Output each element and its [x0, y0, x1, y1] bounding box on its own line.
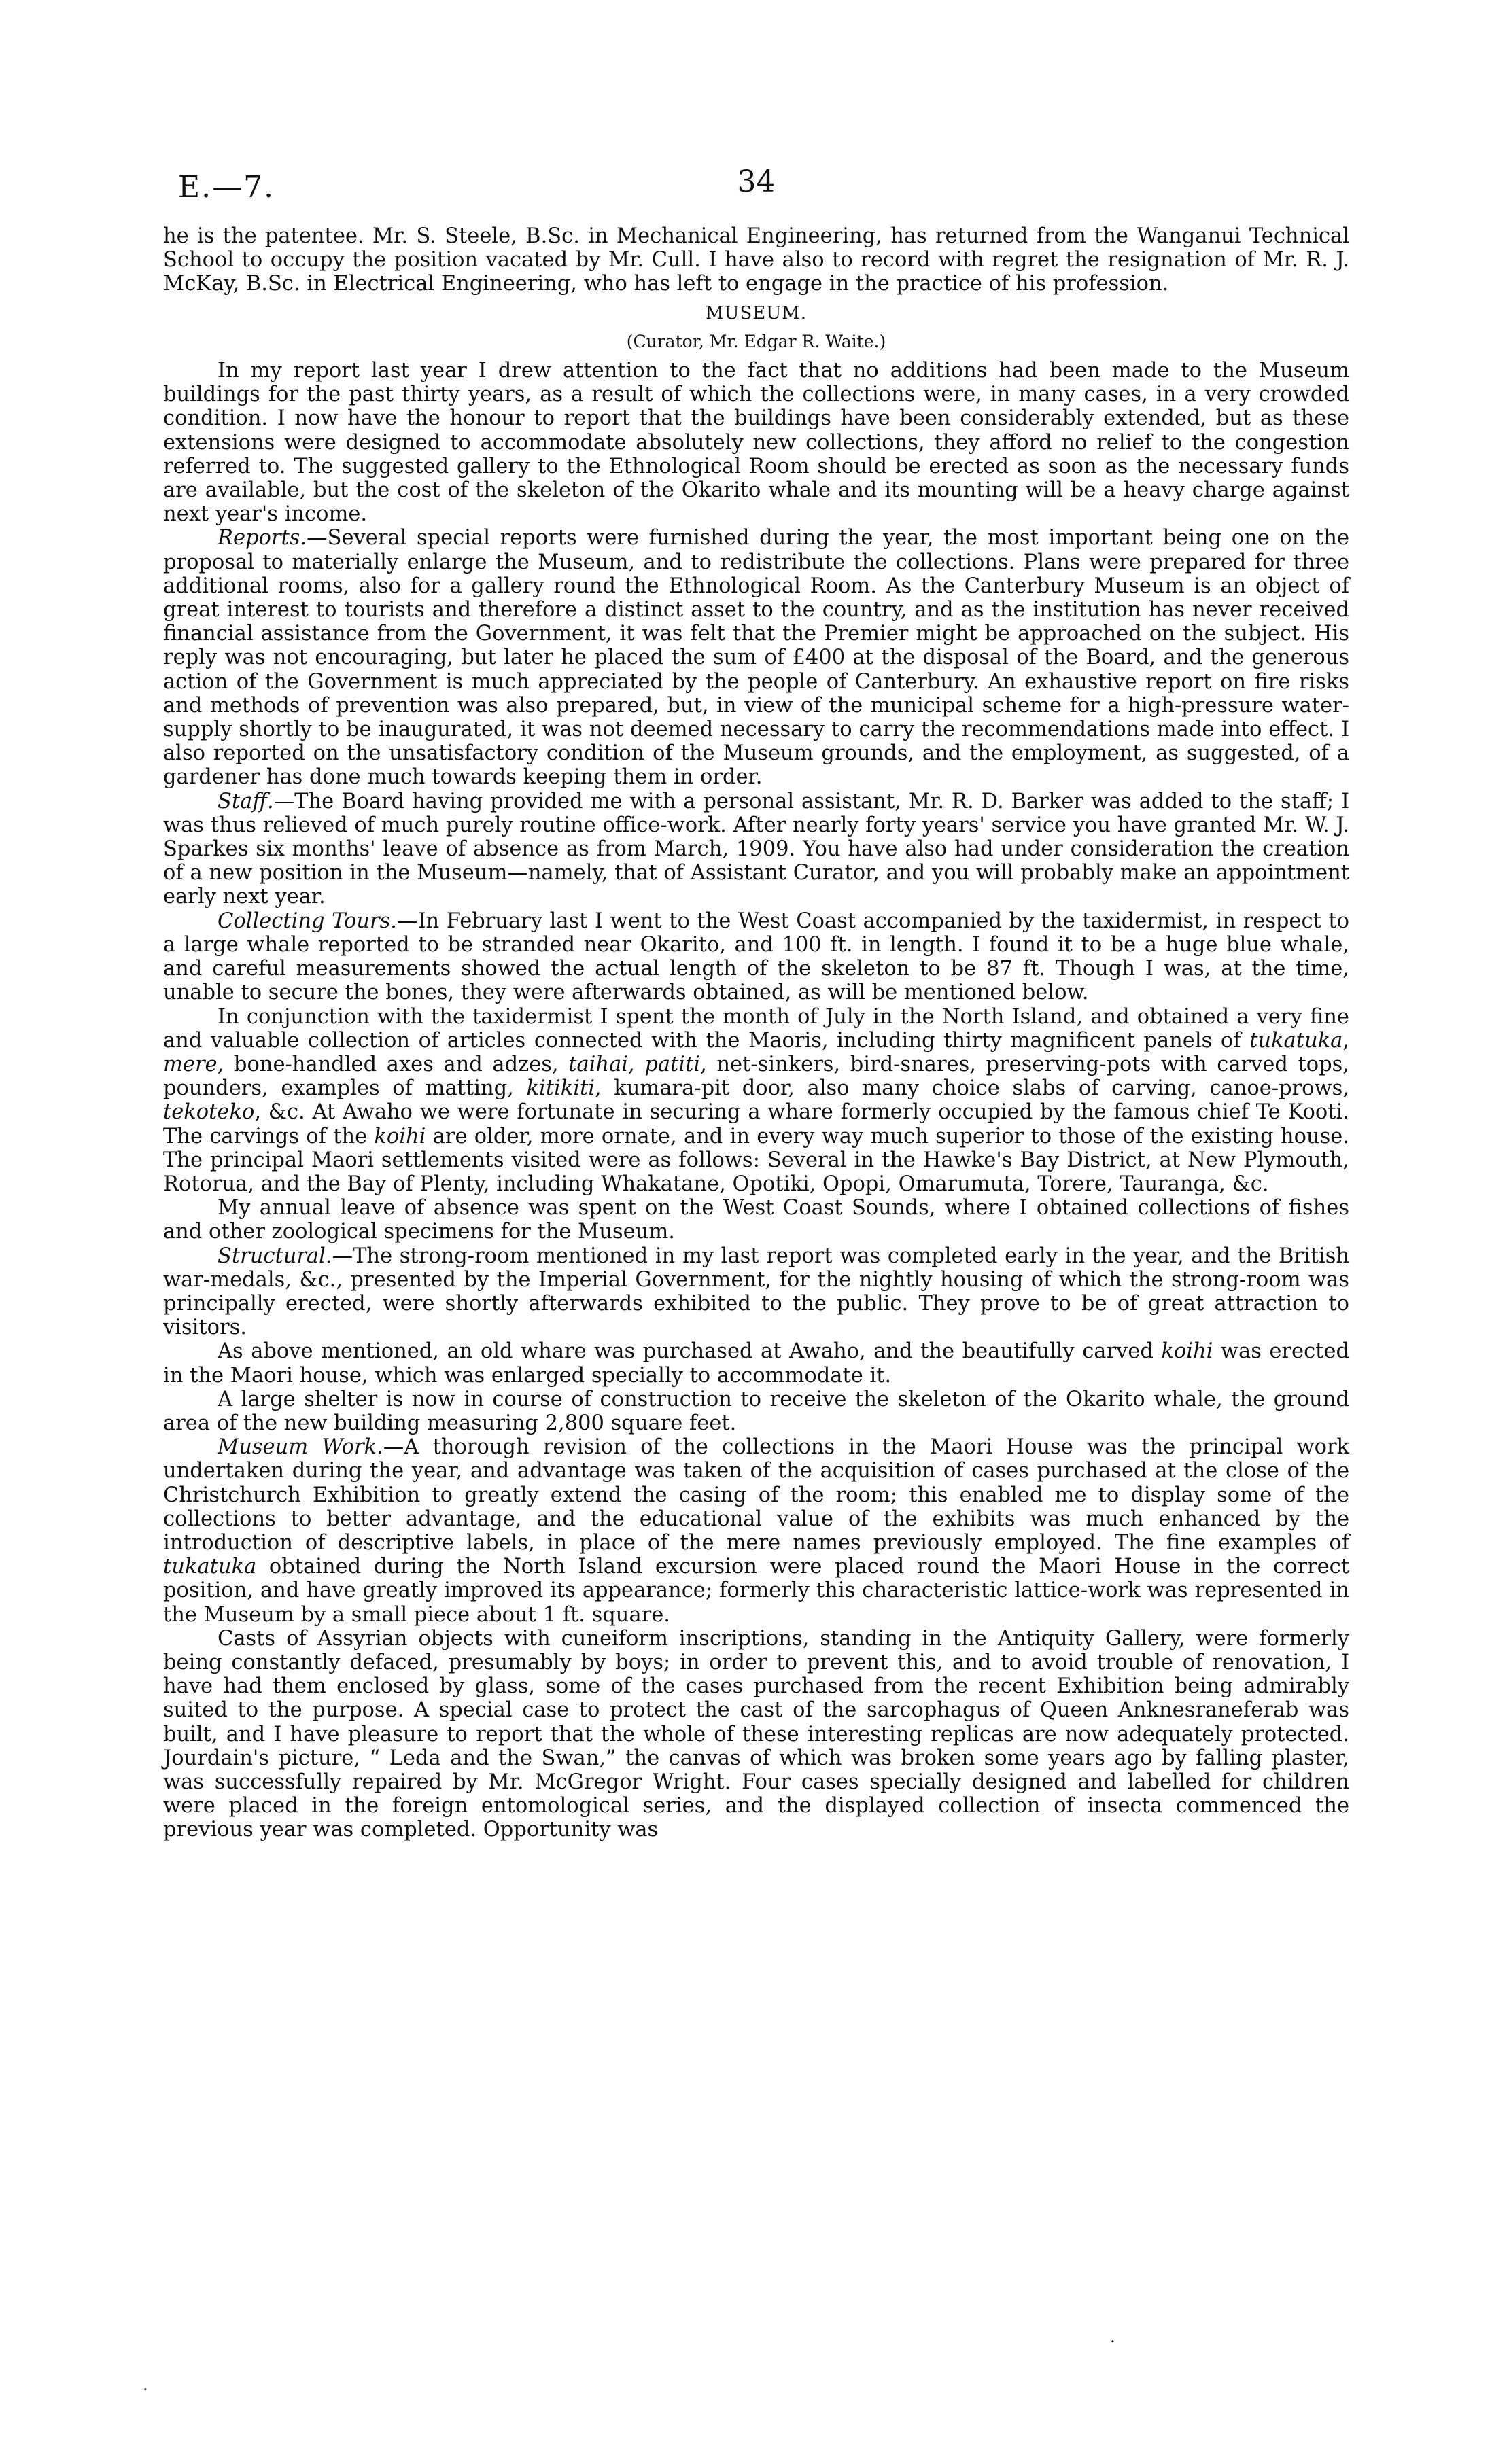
section-title: MUSEUM.	[705, 302, 808, 323]
casts-paragraph: Casts of Assyrian objects with cuneiform inscriptions, standing in the Antiquity Gallery, were formerly being constantly defaced, presumably by boys; in order to prevent this, and to avoid trouble of renovation, I have had them enclosed by glass, some of the cases purchased from the recent Exhibition being admirably suited to the purpose. A special case to protect the cast of the sarcophagus of Queen Anknesraneferab was built, and I have pleasure to report that the whole of these interesting replicas are now adequately protected. Jourdain's picture, “ Leda and the Swan,” the canvas of which was broken some years ago by falling plaster, was successfully repaired by Mr. McGregor Wright. Four cases specially designed and labelled for children were placed in the foreign entomological series, and the displayed collection of insecta commenced the previous year was completed. Opportunity was	[163, 1626, 1349, 1842]
maori-term: taihai	[568, 1052, 629, 1076]
maori-term: tekoteko	[163, 1100, 255, 1125]
page-header	[163, 164, 1349, 224]
text-run: , bone-handled axes and adzes,	[217, 1052, 569, 1076]
collecting-text: —In February last I went to the West Coast accompanied by the taxidermist, in respect to a large whale reported to be stranded near Okarito, and 100 ft. in length. I found it to be a huge blue whale, and careful measurements showed the actual length of the skeleton to be 87 ft. Though I was, at the time, unable to secure the bones, they were afterwards obtained, as will be mentioned below.	[163, 909, 1349, 1005]
text-run: In conjunction with the taxidermist I spent the month of July in the North Island, and obtained a very fine and valuable collection of articles connected with the Maoris, including thirty magnificent panels of	[163, 1004, 1349, 1053]
maori-term: kitikiti	[526, 1076, 595, 1101]
north-island-paragraph	[163, 1005, 1349, 1197]
structural-text: —The strong-room mentioned in my last report was completed early in the year, and the British war-medals, &c., presented by the Imperial Government, for the nightly housing of which the strong-room was principally erected, were shortly afterwards exhibited to the public. They prove to be of great attraction to visitors.	[163, 1244, 1349, 1340]
structural-paragraph	[163, 1244, 1349, 1340]
page	[163, 164, 1350, 1842]
document-reference: E.—7.	[178, 170, 275, 205]
staff-heading: Staff.	[218, 789, 274, 813]
opening-paragraph: In my report last year I drew attention to the fact that no additions had been made to the Museum buildings for the past thirty years, as a result of which the collections were, in many cases, in a very crowded condition. I now have the honour to report that the buildings have been considerably extended, but as these extensions were designed to accommodate absolutely new collections, they afford no relief to the congestion referred to. The suggested gallery to the Ethnological Room should be erected as soon as the necessary funds are available, but the cost of the skeleton of the Okarito whale and its mounting will be a heavy charge against next year's income.	[163, 359, 1349, 527]
whare-paragraph	[163, 1339, 1349, 1387]
museum-work-paragraph	[163, 1435, 1349, 1627]
staff-paragraph	[163, 790, 1349, 909]
collecting-paragraph	[163, 909, 1349, 1005]
reports-heading: Reports.	[218, 526, 307, 550]
reports-text: —Several special reports were furnished during the year, the most important being one on the proposal to materially enlarge the Museum, and to redistribute the collections. Plans were prepared for three additional rooms, also for a gallery round the Ethnological Room. As the Canterbury Museum is an object of great interest to tourists and therefore a distinct asset to the country, and as the institution has never received financial assistance from the Government, it was felt that the Premier might be approached on the subject. His reply was not encouraging, but later he placed the sum of £400 at the disposal of the Board, and the generous action of the Government is much appreciated by the people of Canterbury. An exhaustive report on fire risks and methods of prevention was also prepared, but, in view of the municipal scheme for a high-pressure water-supply shortly to be inaugurated, it was not deemed necessary to carry the recommendations made into effect. I also reported on the unsatisfactory condition of the Museum grounds, and the employment, as suggested, of a gardener has done much towards keeping them in order.	[163, 526, 1349, 790]
intro-paragraph: he is the patentee. Mr. S. Steele, B.Sc. in Mechanical Engineering, has returned from the Wanganui Technical School to occupy the position vacated by Mr. Cull. I have also to record with regret the resignation of Mr. R. J. McKay, B.Sc. in Electrical Engineering, who has left to engage in the practice of his profession.	[163, 224, 1349, 296]
maori-term: tukatuka	[1249, 1028, 1343, 1053]
collecting-heading: Collecting Tours.	[218, 909, 397, 933]
maori-term: koihi	[1161, 1339, 1213, 1364]
text-run: ,	[628, 1052, 645, 1076]
page-number: 34	[737, 164, 776, 199]
maori-term: patiti	[644, 1052, 701, 1076]
text-run: was erected in the Maori house, which was enlarged specially to accommodate it.	[163, 1339, 1349, 1388]
staff-text: —The Board having provided me with a personal assistant, Mr. R. D. Barker was added to the staff; I was thus relieved of much purely routine office-work. After nearly forty years' service you have granted Mr. W. J. Sparkes six months' leave of absence as from March, 1909. You have also had under consideration the creation of a new position in the Museum—namely, that of Assistant Curator, and you will probably make an appointment early next year.	[163, 789, 1349, 909]
section-curator: (Curator, Mr. Edgar R. Waite.)	[626, 331, 886, 351]
scan-speck: .	[1110, 2327, 1115, 2346]
text-run: are older, more ornate, and in every way much superior to those of the existing house. The principal Maori settlements visited were as follows: Several in the Hawke's Bay District, at New Plymouth, Rotorua, and the Bay of Plenty, including Whakatane, Opotiki, Opopi, Omarumuta, Torere, Tauranga, &c.	[163, 1124, 1349, 1196]
annual-leave-paragraph: My annual leave of absence was spent on the West Coast Sounds, where I obtained collections of fishes and other zoological specimens for the Museum.	[163, 1196, 1349, 1244]
maori-term: koihi	[374, 1124, 426, 1148]
scan-speck: .	[143, 2375, 148, 2394]
body-text	[163, 224, 1349, 1842]
maori-term: mere	[163, 1052, 218, 1076]
text-run: , kumara-pit door, also many choice slabs of carving, canoe-prows,	[594, 1076, 1349, 1101]
maori-term: tukatuka	[163, 1555, 257, 1579]
reports-paragraph	[163, 526, 1349, 789]
shelter-paragraph: A large shelter is now in course of construction to receive the skeleton of the Okarito whale, the ground area of the new building measuring 2,800 square feet.	[163, 1387, 1349, 1435]
text-run: As above mentioned, an old whare was purchased at Awaho, and the beautifully carved	[218, 1339, 1162, 1364]
text-run: , &c. At Awaho we were fortunate in securing a whare formerly occupied by the famous chief Te Kooti. The carvings of the	[163, 1100, 1349, 1148]
text-run: , net-sinkers, bird-snares, preserving-pots with carved tops, pounders, examples of matting,	[163, 1052, 1349, 1101]
text-run: —A thorough revision of the collections in the Maori House was the principal work undertaken during the year, and advantage was taken of the acquisition of cases purchased at the close of the Christchurch Exhibition to greatly extend the casing of the room; this enabled me to display some of the collections to better advantage, and the educational value of the exhibits was much enhanced by the introduction of descriptive labels, in place of the mere names previously employed. The fine examples of	[163, 1435, 1350, 1555]
structural-heading: Structural.	[218, 1244, 332, 1268]
museum-work-heading: Museum Work.	[218, 1435, 383, 1460]
text-run: obtained during the North Island excursion were placed round the Maori House in the correct position, and have greatly improved its appearance; formerly this characteristic lattice-work was represented in the Museum by a small piece about 1 ft. square.	[163, 1555, 1349, 1627]
text-run: ,	[1342, 1028, 1349, 1053]
